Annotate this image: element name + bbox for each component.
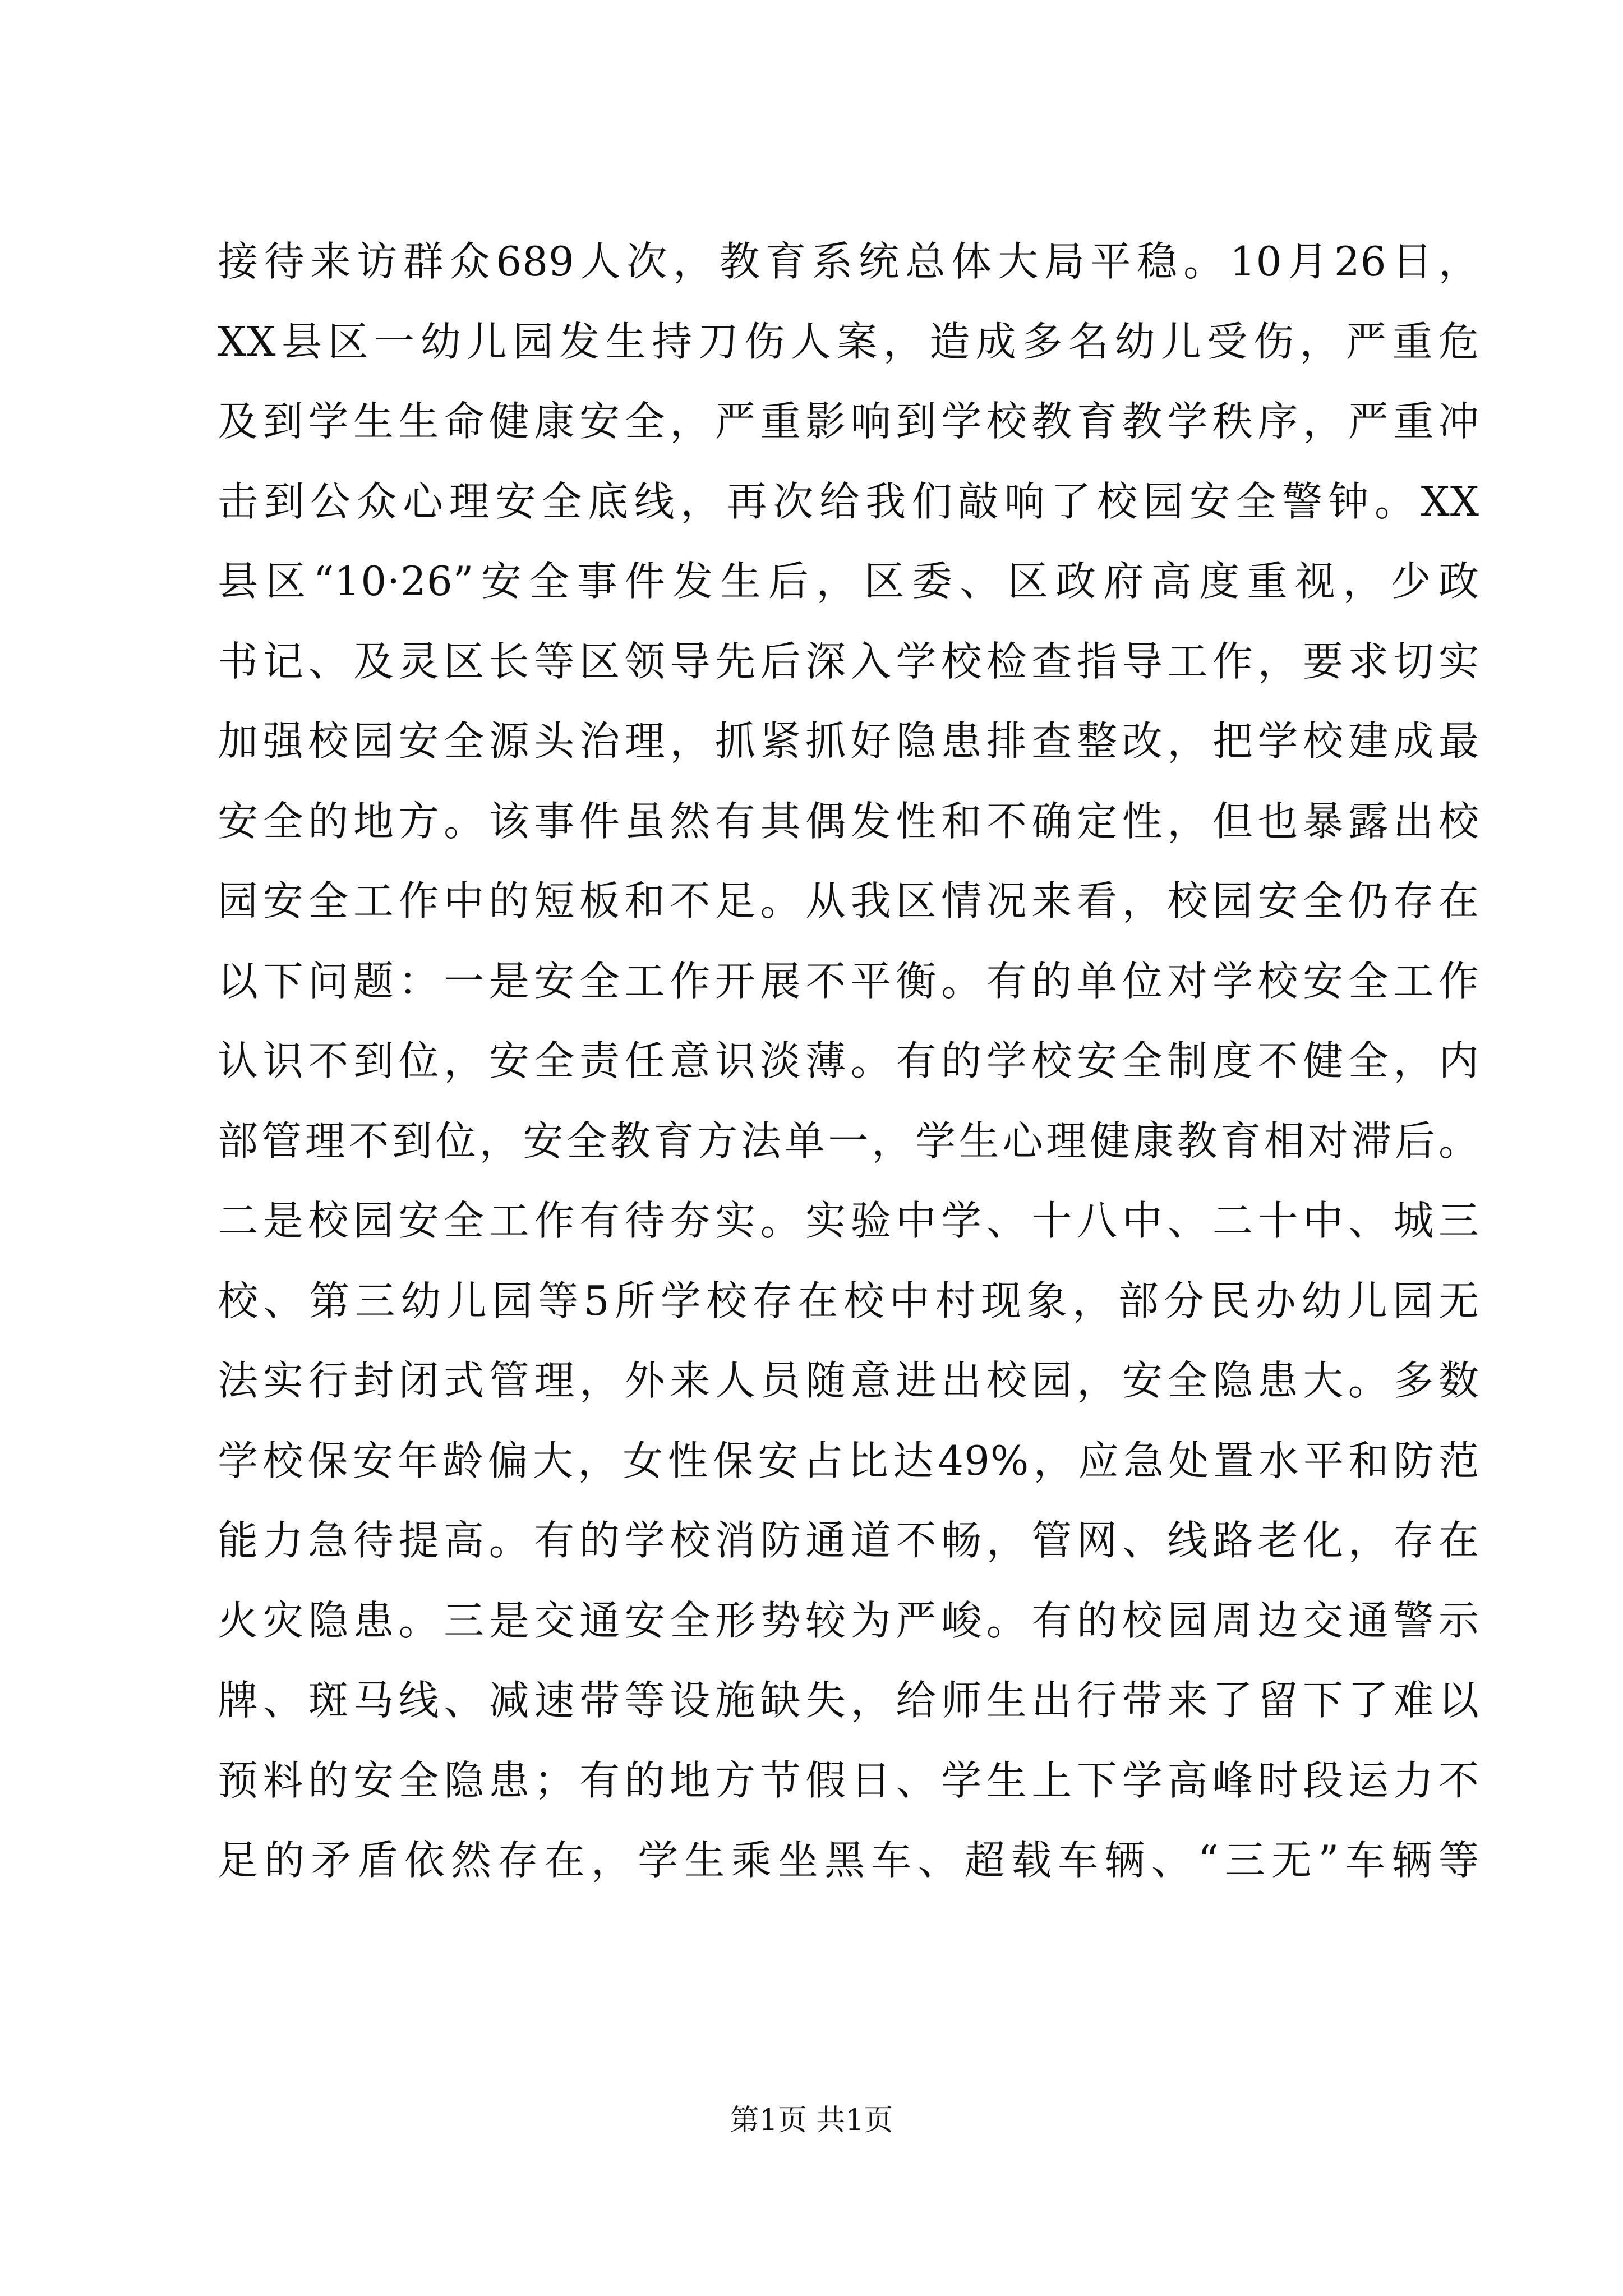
text-line: 园安全工作中的短板和不足。从我区情况来看，校园安全仍存在: [218, 877, 1479, 924]
text-line: 牌、斑马线、减速带等设施缺失，给师生出行带来了留下了难以: [218, 1677, 1479, 1724]
text-line: 足的矛盾依然存在，学生乘坐黑车、超载车辆、“三无”车辆等: [218, 1837, 1479, 1884]
text-line: 加强校园安全源头治理，抓紧抓好隐患排查整改，把学校建成最: [218, 717, 1479, 765]
text-line: XX县区一幼儿园发生持刀伤人案，造成多名幼儿受伤，严重危: [218, 318, 1479, 365]
text-line: 部管理不到位，安全教育方法单一，学生心理健康教育相对滞后。: [218, 1117, 1479, 1165]
text-line: 预料的安全隐患；有的地方节假日、学生上下学高峰时段运力不: [218, 1756, 1479, 1804]
text-line: 火灾隐患。三是交通安全形势较为严峻。有的校园周边交通警示: [218, 1596, 1479, 1644]
text-line: 书记、及灵区长等区领导先后深入学校检查指导工作，要求切实: [218, 637, 1479, 685]
page-footer: 第1页 共1页: [730, 2104, 893, 2137]
text-line: 学校保安年龄偏大，女性保安占比达49%，应急处置水平和防范: [218, 1437, 1479, 1484]
document-body: [218, 222, 1479, 1901]
text-line: 击到公众心理安全底线，再次给我们敲响了校园安全警钟。XX: [218, 477, 1479, 525]
text-line: 及到学生生命健康安全，严重影响到学校教育教学秩序，严重冲: [218, 398, 1479, 445]
text-line: 认识不到位，安全责任意识淡薄。有的学校安全制度不健全，内: [218, 1037, 1479, 1084]
text-line: 能力急待提高。有的学校消防通道不畅，管网、线路老化，存在: [218, 1517, 1479, 1564]
text-line: 县区“10·26”安全事件发生后，区委、区政府高度重视，少政: [218, 558, 1479, 605]
text-line: 法实行封闭式管理，外来人员随意进出校园，安全隐患大。多数: [218, 1357, 1479, 1404]
text-line: 二是校园安全工作有待夯实。实验中学、十八中、二十中、城三: [218, 1197, 1479, 1244]
text-line: 校、第三幼儿园等5所学校存在校中村现象，部分民办幼儿园无: [218, 1277, 1479, 1324]
text-line: 以下问题：一是安全工作开展不平衡。有的单位对学校安全工作: [218, 957, 1479, 1005]
text-line: 接待来访群众689人次，教育系统总体大局平稳。10月26日，: [218, 238, 1479, 285]
text-line: 安全的地方。该事件虽然有其偶发性和不确定性，但也暴露出校: [218, 797, 1479, 845]
